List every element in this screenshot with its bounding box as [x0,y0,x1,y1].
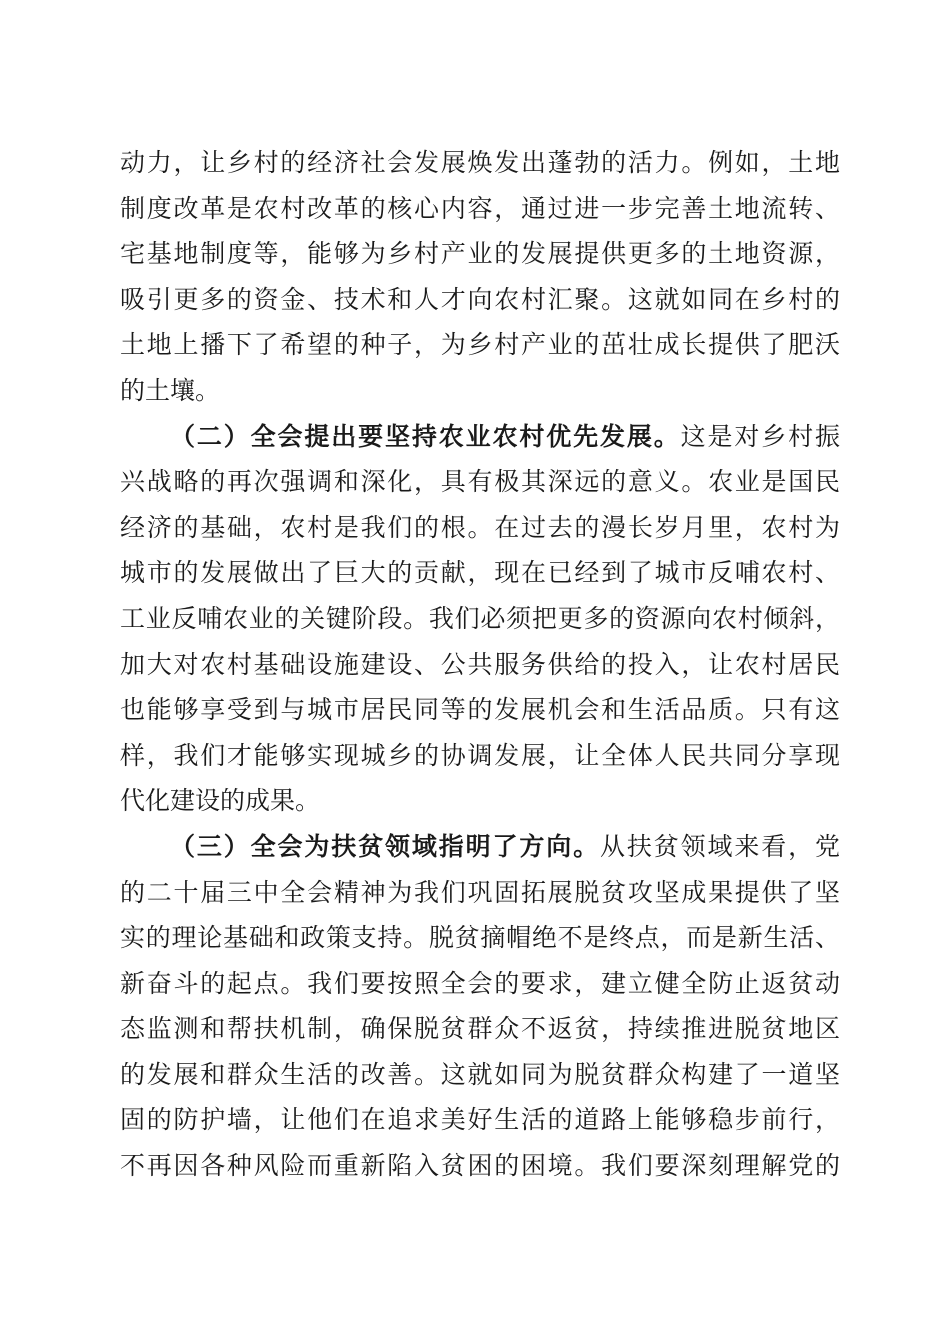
text-line [120,824,840,870]
text-line: 不再因各种风险而重新陷入贫困的困境。我们要深刻理解党的 [120,1151,840,1181]
paragraph-1 [120,140,840,414]
body-text [120,140,840,1189]
text-line: 宅基地制度等，能够为乡村产业的发展提供更多的土地资源， [120,239,840,269]
text-line: 动力，让乡村的经济社会发展焕发出蓬勃的活力。例如，土地 [120,148,840,177]
text-line: 态监测和帮扶机制，确保脱贫群众不返贫，持续推进脱贫地区 [120,1014,840,1044]
text-run: 从扶贫领域来看，党 [599,831,840,861]
text-line: 也能够享受到与城市居民同等的发展机会和生活品质。只有这 [120,695,840,725]
text-line: 新奋斗的起点。我们要按照全会的要求，建立健全防止返贫动 [120,968,840,998]
text-line: 样，我们才能够实现城乡的协调发展，让全体人民共同分享现 [120,740,840,770]
text-line: 实的理论基础和政策支持。脱贫摘帽绝不是终点，而是新生活、 [120,923,840,953]
text-run: 这是对乡村振 [680,421,840,451]
paragraph-2 [120,414,840,824]
section-heading: （二）全会提出要坚持农业农村优先发展。 [170,421,681,451]
text-line: 经济的基础，农村是我们的根。在过去的漫长岁月里，农村为 [120,512,840,542]
text-line: 的土壤。 [120,375,221,405]
text-line: 的发展和群众生活的改善。这就如同为脱贫群众构建了一道坚 [120,1059,840,1089]
section-heading: （三）全会为扶贫领域指明了方向。 [170,831,600,861]
text-line [120,414,840,460]
text-line: 固的防护墙，让他们在追求美好生活的道路上能够稳步前行， [120,1105,840,1135]
text-line: 吸引更多的资金、技术和人才向农村汇聚。这就如同在乡村的 [120,284,840,314]
text-line: 代化建设的成果。 [120,786,321,816]
text-line: 的二十届三中全会精神为我们巩固拓展脱贫攻坚成果提供了坚 [120,877,840,907]
text-line: 兴战略的再次强调和深化，具有极其深远的意义。农业是国民 [120,467,840,497]
text-line: 加大对农村基础设施建设、公共服务供给的投入，让农村居民 [120,649,840,679]
text-line: 城市的发展做出了巨大的贡献，现在已经到了城市反哺农村、 [120,558,840,588]
text-line: 土地上播下了希望的种子，为乡村产业的茁壮成长提供了肥沃 [120,330,840,360]
text-line: 工业反哺农业的关键阶段。我们必须把更多的资源向农村倾斜， [120,603,840,633]
paragraph-3 [120,824,840,1189]
text-line: 制度改革是农村改革的核心内容，通过进一步完善土地流转、 [120,193,840,223]
